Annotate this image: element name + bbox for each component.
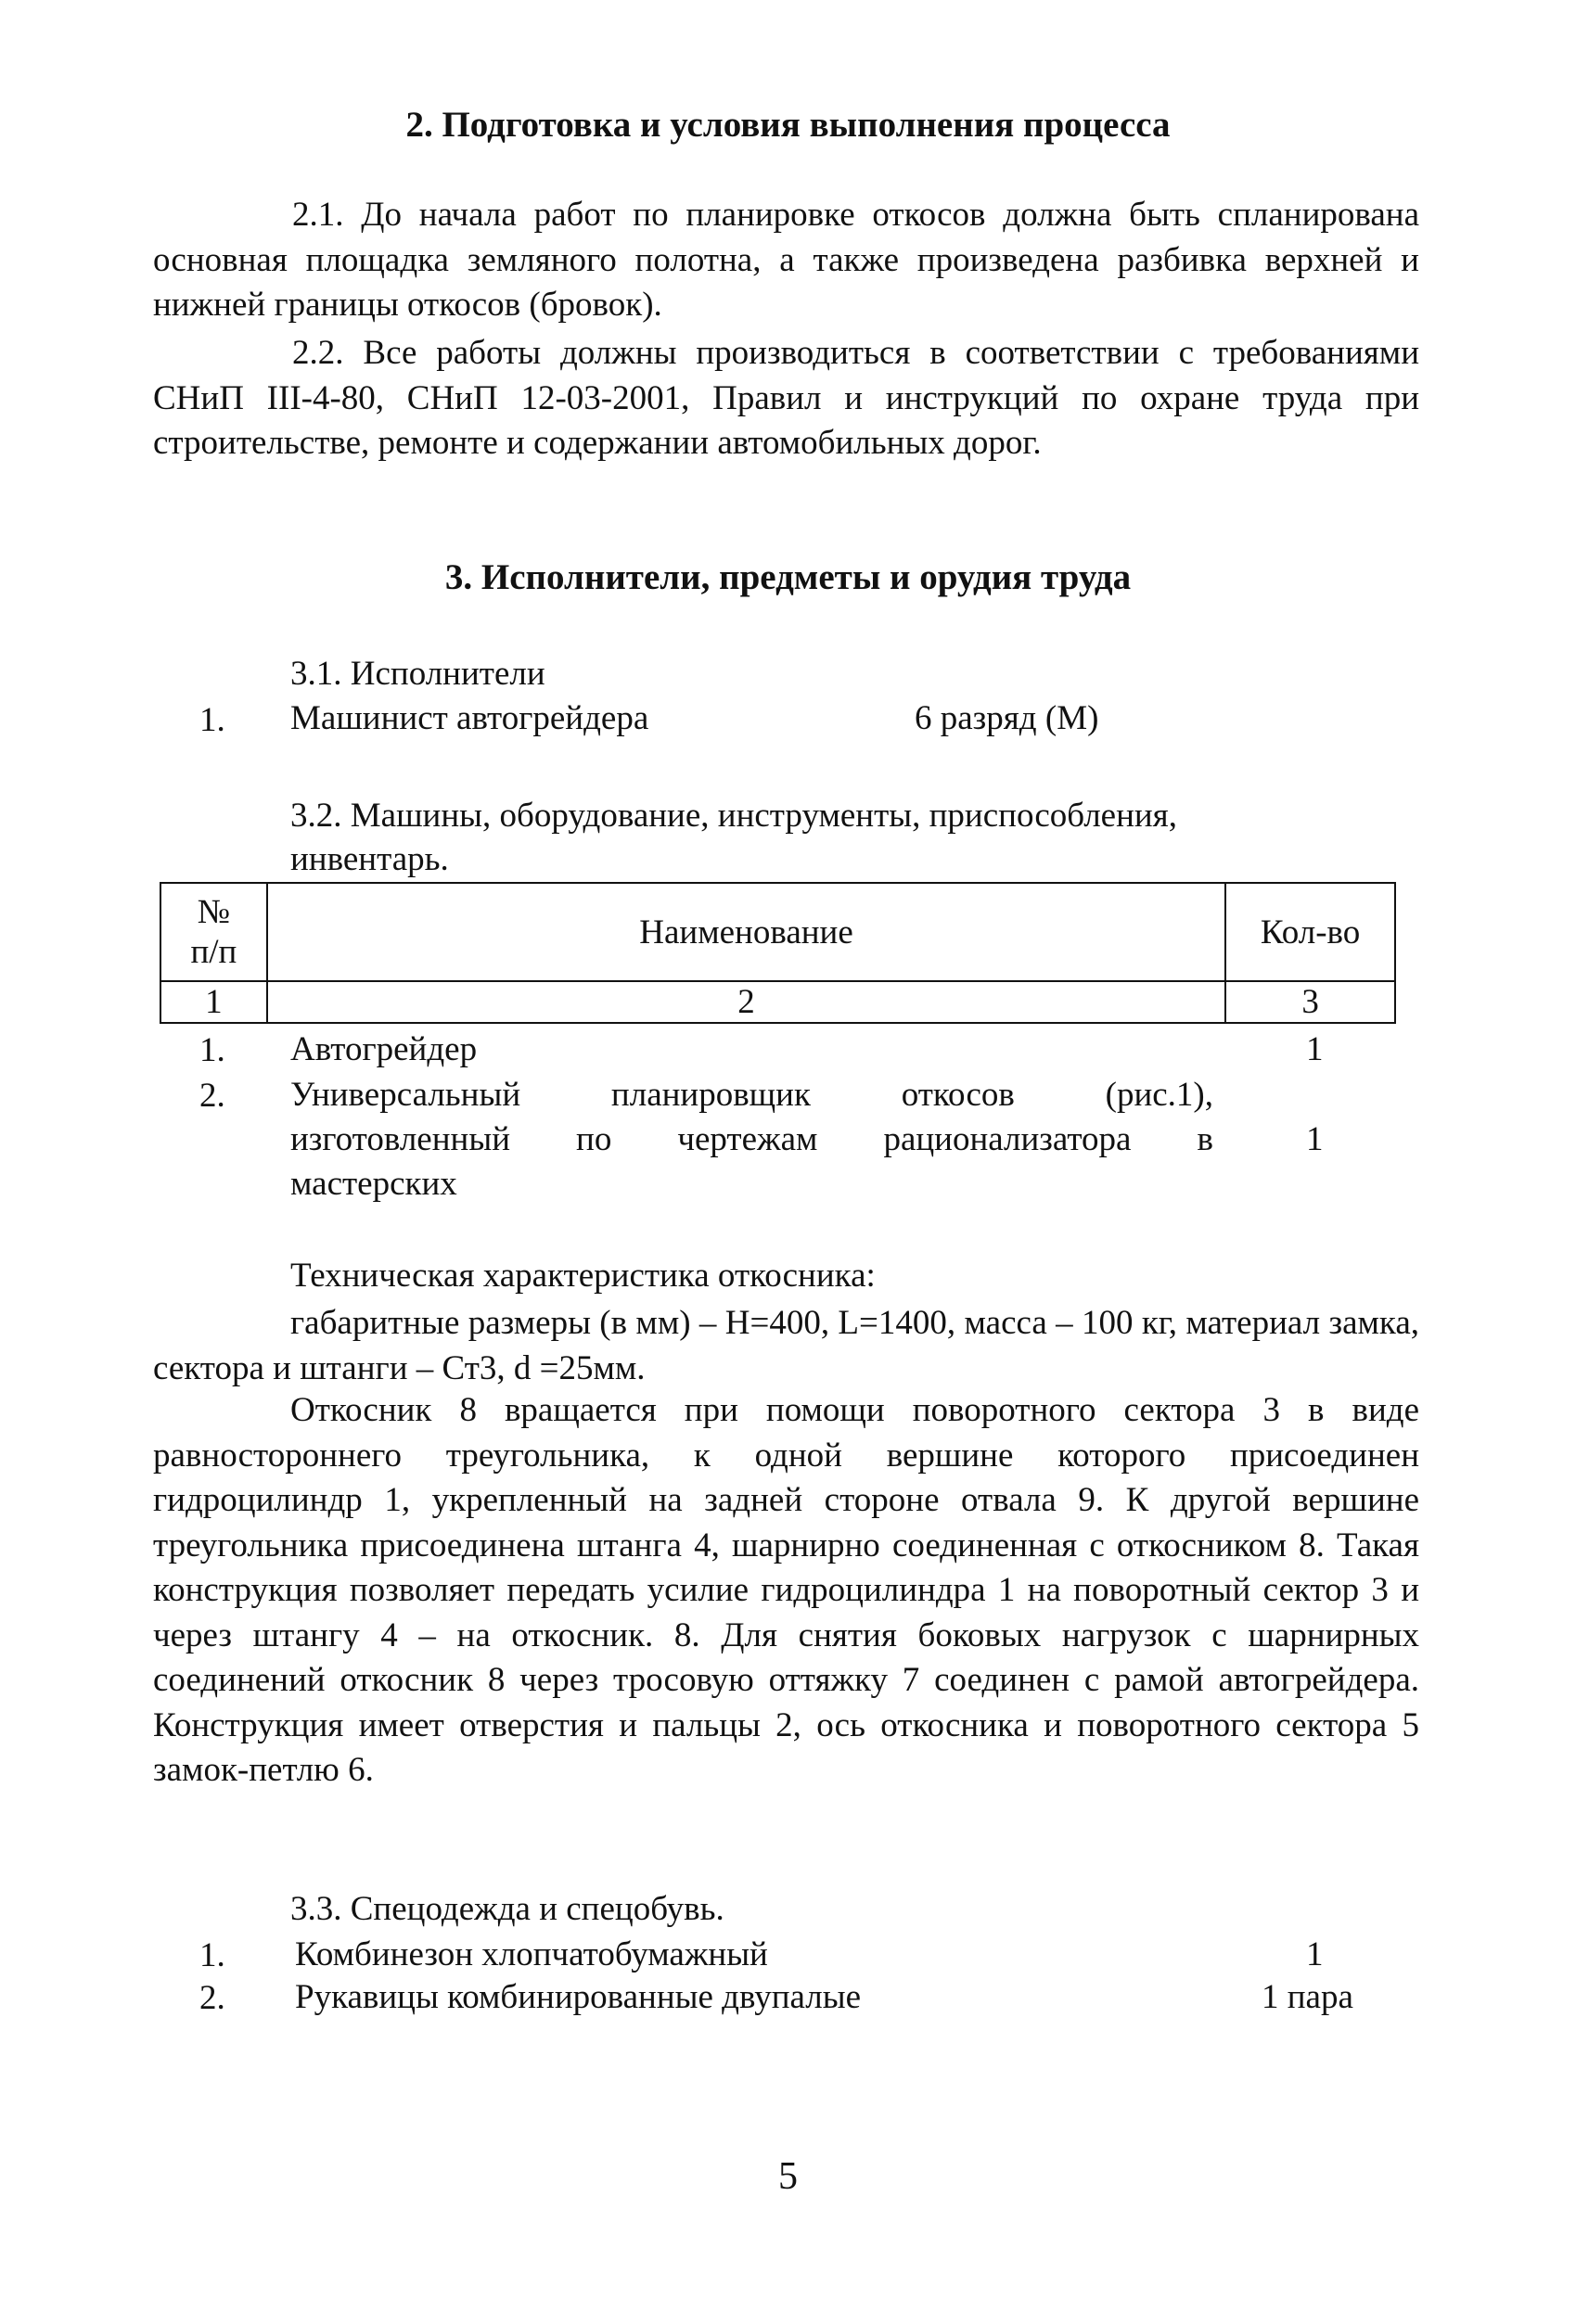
clothing-item-2-name: Рукавицы комбинированные двупалые — [295, 1978, 861, 2016]
header-num-cell — [160, 883, 267, 981]
paragraph-2-1: 2.1. До начала работ по планировке откосов должна быть спланирована основная площадка земляного полотна, а также произведена разбивка верхней и нижней границы откосов (бровок). — [153, 196, 1419, 324]
equipment-row-2-name-line2: изготовленный по чертежам рационализатора в — [290, 1120, 1213, 1158]
performers-title: 3.1. Исполнители — [290, 655, 545, 693]
performer-name: Машинист автогрейдера — [290, 699, 649, 737]
tech-title: Техническая характеристика откосника: — [290, 1257, 876, 1295]
performer-grade: 6 разряд (М) — [915, 699, 1099, 737]
section-2-heading: 2. Подготовка и условия выполнения процесса — [405, 105, 1171, 145]
table-column-number-row — [160, 981, 1395, 1023]
performer-number: 1. — [199, 701, 225, 739]
machines-title-line1: 3.2. Машины, оборудование, инструменты, приспособления, — [290, 797, 1177, 835]
column-number-1: 1 — [160, 981, 267, 1023]
table-header-row — [160, 883, 1395, 981]
clothing-item-2-qty: 1 пара — [1262, 1978, 1353, 2016]
header-name-cell: Наименование — [267, 883, 1225, 981]
equipment-row-2-name-line3: мастерских — [290, 1165, 457, 1203]
clothing-title: 3.3. Спецодежда и спецобувь. — [290, 1890, 724, 1928]
machines-title-line2: инвентарь. — [290, 840, 449, 878]
page-number: 5 — [778, 2155, 798, 2198]
section-3-heading: 3. Исполнители, предметы и орудия труда — [444, 557, 1132, 597]
clothing-item-2-num: 2. — [199, 1979, 225, 2017]
paragraph-2-2: 2.2. Все работы должны производиться в соответствии с требованиями СНиП III-4-80, СНиП 12-03-2001, Правил и инструкций по охране труда при строительстве, ремонте и содержании автомобильных дорог. — [153, 334, 1419, 462]
tech-description: Откосник 8 вращается при помощи поворотного сектора 3 в виде равностороннего треугольника, к одной вершине которого присоединен гидроцилиндр 1, укрепленный на задней стороне отвала 9. К другой вершине треугольника присоединена штанга 4, шарнирно соединенная с откосником 8. Такая конструкция позволяет передать усилие гидроцилиндра 1 на поворотный сектор 3 и через штангу 4 – на откосник. 8. Для снятия боковых нагрузок с шарнирных соединений откосник 8 через тросовую оттяжку 7 соединен с рамой автогрейдера. Конструкция имеет отверстия и пальцы 2, ось откосника и поворотного сектора 5 замок-петлю 6. — [153, 1391, 1419, 1789]
equipment-row-2-name-line1: Универсальный планировщик откосов (рис.1), — [290, 1076, 1213, 1114]
equipment-row-1-qty: 1 — [1306, 1030, 1324, 1068]
column-number-2: 2 — [267, 981, 1225, 1023]
equipment-row-2-qty: 1 — [1306, 1120, 1324, 1158]
equipment-row-1-num: 1. — [199, 1031, 225, 1069]
clothing-item-1-name: Комбинезон хлопчатобумажный — [295, 1935, 768, 1973]
equipment-row-1-name: Автогрейдер — [290, 1030, 478, 1068]
tech-specs: габаритные размеры (в мм) – Н=400, L=1400, масса – 100 кг, материал замка, сектора и штанги – Ст3, d =25мм. — [153, 1304, 1419, 1387]
column-number-3: 3 — [1225, 981, 1395, 1023]
clothing-item-1-num: 1. — [199, 1936, 225, 1974]
clothing-item-1-qty: 1 — [1306, 1935, 1324, 1973]
equipment-row-2-num: 2. — [199, 1077, 225, 1115]
equipment-table — [160, 882, 1396, 1024]
header-num-symbol: № — [197, 893, 231, 931]
header-qty-cell: Кол-во — [1225, 883, 1395, 981]
header-num-label: п/п — [190, 933, 237, 971]
